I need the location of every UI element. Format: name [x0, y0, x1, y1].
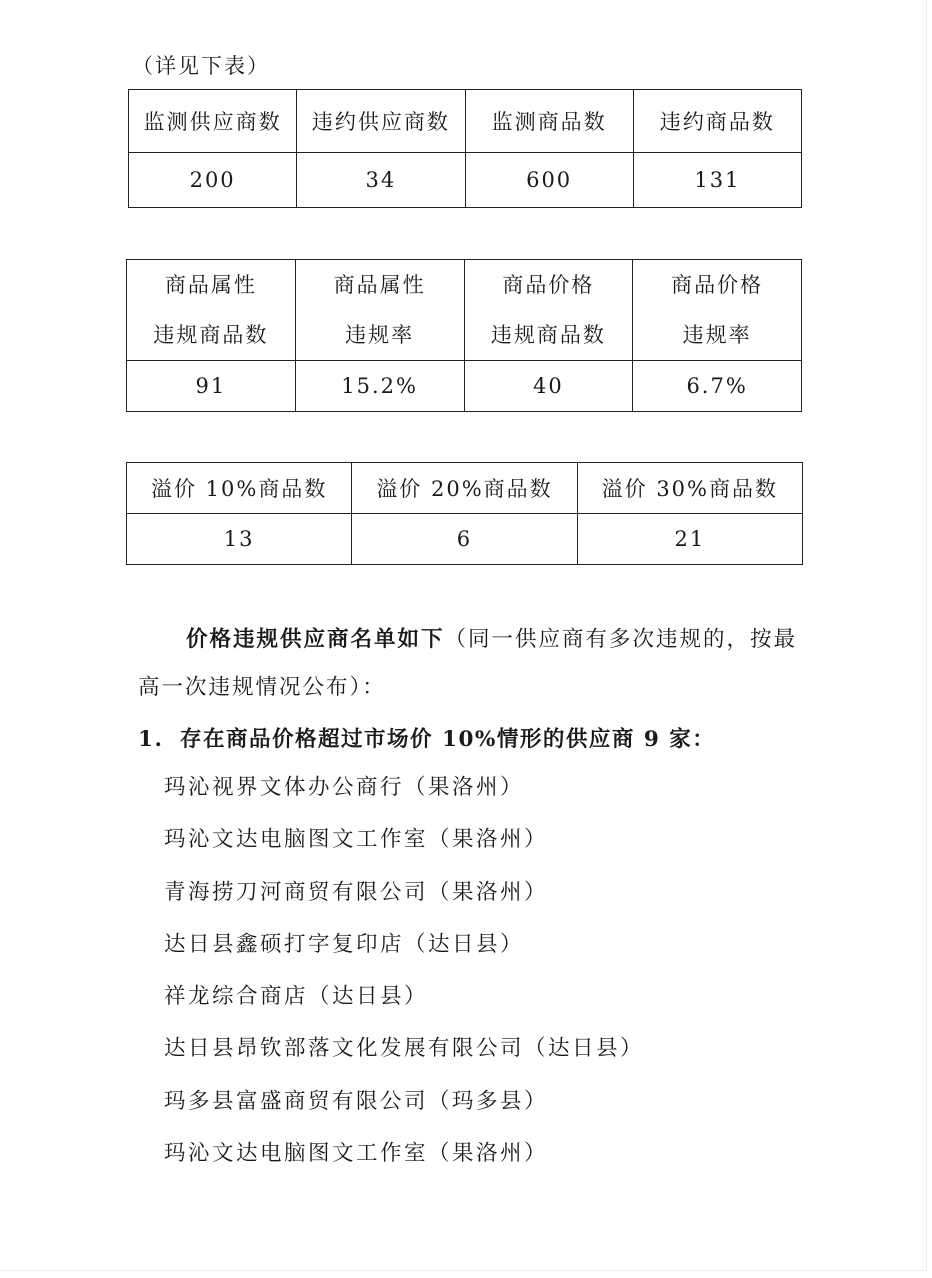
list-item: 玛多县富盛商贸有限公司（玛多县） — [164, 1088, 549, 1114]
section-heading — [138, 722, 715, 753]
header-cell — [295, 260, 464, 361]
list-item: 祥龙综合商店（达日县） — [164, 984, 429, 1010]
header-line: 商品属性 — [333, 273, 426, 297]
header-cell: 监测商品数 — [465, 90, 633, 153]
header-cell: 溢价 30%商品数 — [577, 463, 802, 514]
violation-stats-table — [126, 259, 802, 412]
table-row — [129, 153, 802, 208]
supplier-list — [164, 762, 644, 1180]
header-line: 违规率 — [345, 323, 415, 347]
section-title: 存在商品价格超过市场价 10%情形的供应商 9 家： — [180, 727, 716, 752]
value-cell: 13 — [127, 514, 352, 565]
header-line: 商品价格 — [502, 273, 595, 297]
list-item: 达日县鑫硕打字复印店（达日县） — [164, 931, 525, 957]
table-note: （详见下表） — [132, 54, 270, 78]
intro-bold-text: 价格违规供应商名单如下 — [186, 627, 445, 652]
header-cell — [633, 260, 802, 361]
value-cell: 21 — [577, 514, 802, 565]
intro-paragraph — [138, 616, 798, 712]
header-line: 商品价格 — [671, 273, 764, 297]
value-cell: 34 — [297, 153, 465, 208]
header-cell: 违约供应商数 — [297, 90, 465, 153]
value-cell: 40 — [464, 361, 633, 412]
header-line: 违规商品数 — [490, 323, 606, 347]
header-cell — [464, 260, 633, 361]
list-item: 玛沁文达电脑图文工作室（果洛州） — [164, 827, 549, 853]
header-cell: 溢价 10%商品数 — [127, 463, 352, 514]
header-cell: 监测供应商数 — [129, 90, 297, 153]
value-cell: 6 — [352, 514, 577, 565]
table-header-row — [127, 463, 803, 514]
header-line: 违规率 — [682, 323, 752, 347]
value-cell: 91 — [127, 361, 296, 412]
list-item: 玛沁视界文体办公商行（果洛州） — [164, 775, 525, 800]
table-row — [127, 514, 803, 565]
list-item: 玛沁文达电脑图文工作室（果洛州） — [164, 1141, 549, 1167]
table-header-row — [127, 260, 802, 361]
value-cell: 6.7% — [633, 361, 802, 412]
header-line: 违规商品数 — [153, 323, 269, 347]
header-cell: 违约商品数 — [633, 90, 801, 153]
value-cell: 200 — [129, 153, 297, 208]
intro-rest-text: （同一供应商有多次违规的，按最高一次违规情况公布）： — [138, 627, 798, 700]
list-item: 达日县昂钦部落文化发展有限公司（达日县） — [164, 1036, 645, 1062]
value-cell: 600 — [465, 153, 633, 208]
header-cell — [127, 260, 296, 361]
premium-table — [126, 462, 803, 565]
table-header-row — [129, 90, 802, 153]
supplier-summary-table — [128, 89, 802, 208]
table-row — [127, 361, 802, 412]
section-number: 1. — [138, 727, 164, 752]
list-item: 青海捞刀河商贸有限公司（果洛州） — [164, 879, 549, 905]
value-cell: 131 — [633, 153, 801, 208]
header-cell: 溢价 20%商品数 — [352, 463, 577, 514]
header-line: 商品属性 — [164, 273, 257, 297]
value-cell: 15.2% — [295, 361, 464, 412]
